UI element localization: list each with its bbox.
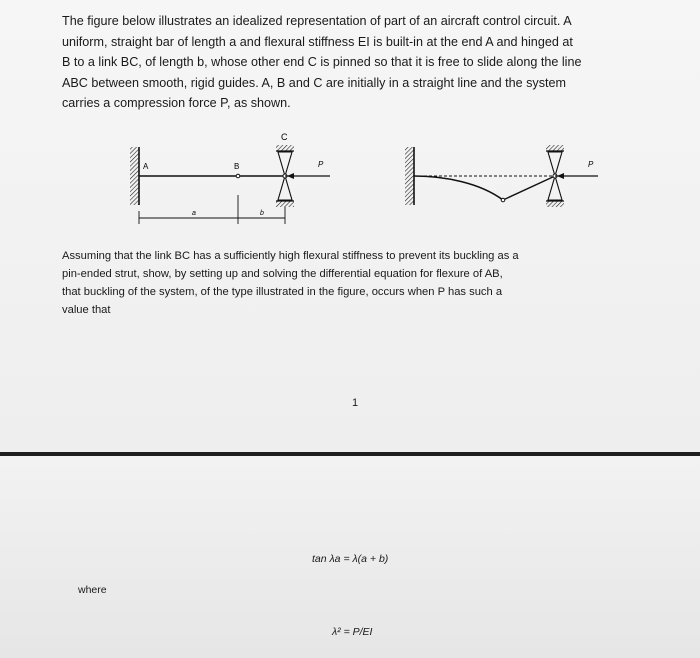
pin-c-buckled-upper bbox=[548, 152, 562, 176]
figure-buckled bbox=[405, 145, 598, 207]
label-a: A bbox=[143, 162, 149, 171]
page-number: 1 bbox=[352, 397, 359, 409]
dim-b-label: b bbox=[260, 210, 264, 217]
wall-a-buckled bbox=[405, 147, 414, 205]
control-circuit-figure bbox=[120, 125, 600, 235]
equation-buckling-condition: tan λa = λ(a + b) bbox=[312, 553, 389, 565]
intro-line: The figure below illustrates an idealized representation of part of an aircraft control circuit. A bbox=[62, 14, 572, 28]
buckled-bar-ab bbox=[414, 176, 503, 200]
pin-c-upper bbox=[278, 152, 292, 176]
wall-a bbox=[130, 147, 139, 205]
intro-line: ABC between smooth, rigid guides. A, B and C are initially in a straight line and the system bbox=[62, 75, 567, 90]
hinge-b bbox=[236, 174, 240, 178]
buckled-link-bc bbox=[503, 176, 555, 200]
question-line: Assuming that the link BC has a sufficiently high flexural stiffness to prevent its buckling as a bbox=[62, 250, 519, 262]
guide-top-buckled bbox=[546, 145, 564, 151]
intro-line: carries a compression force P, as shown. bbox=[62, 96, 291, 110]
question-line: pin-ended strut, show, by setting up and solving the differential equation for flexure of AB, bbox=[62, 268, 503, 280]
where-label: where bbox=[78, 584, 107, 596]
intro-paragraph bbox=[62, 11, 672, 114]
force-p-arrowhead bbox=[287, 173, 294, 179]
force-p-buckled-arrowhead bbox=[557, 173, 564, 179]
hinge-b-buckled bbox=[501, 198, 505, 202]
intro-line: uniform, straight bar of length a and flexural stiffness EI is built-in at the end A and hinged at bbox=[62, 34, 573, 49]
pin-c-lower bbox=[278, 176, 292, 200]
dim-a-label: a bbox=[192, 210, 196, 217]
intro-line: B to a link BC, of length b, whose other end C is pinned so that it is free to slide along the line bbox=[62, 55, 582, 69]
question-line: that buckling of the system, of the type illustrated in the figure, occurs when P has such a bbox=[62, 286, 503, 298]
label-p-right: P bbox=[588, 160, 594, 169]
pin-c-buckled-lower bbox=[548, 176, 562, 200]
label-c: C bbox=[281, 132, 288, 142]
question-paragraph bbox=[62, 247, 662, 319]
figure-straight bbox=[130, 132, 330, 224]
guide-bottom bbox=[276, 201, 294, 207]
label-p-left: P bbox=[318, 160, 324, 169]
question-line: value that bbox=[62, 304, 111, 316]
equation-lambda-definition: λ² = P/EI bbox=[332, 626, 373, 638]
guide-top bbox=[276, 145, 294, 151]
label-b: B bbox=[234, 162, 240, 171]
guide-bottom-buckled bbox=[546, 201, 564, 207]
